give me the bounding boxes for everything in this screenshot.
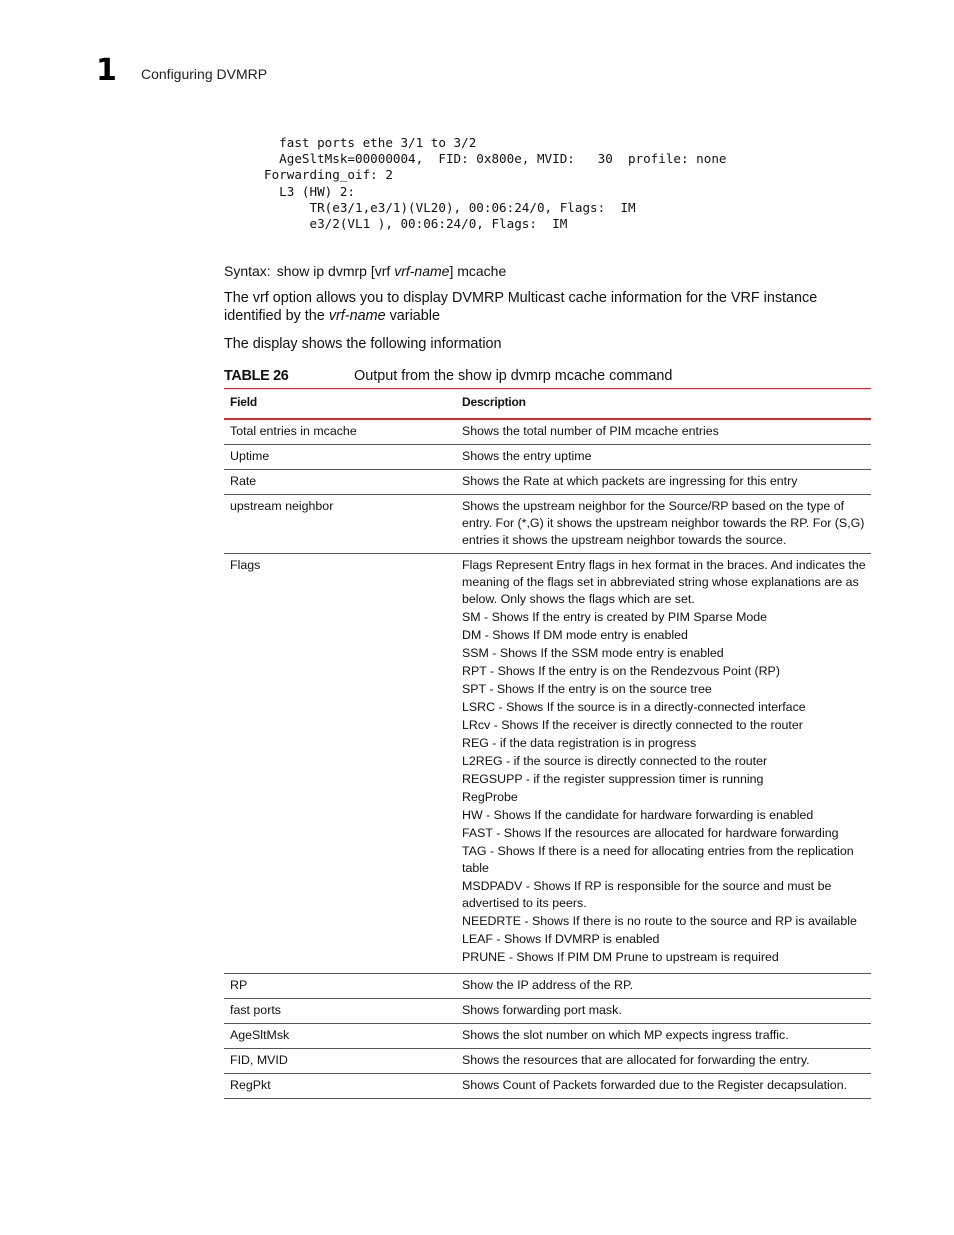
flag-item: NEEDRTE - Shows If there is no route to the source and RP is available	[462, 914, 857, 928]
flag-item: TAG - Shows If there is a need for allocating entries from the replication table	[462, 844, 854, 875]
caption-text-end: command	[605, 368, 673, 384]
table-label: TABLE 26	[224, 368, 289, 384]
flag-item: RPT - Shows If the entry is on the Rendezvous Point (RP)	[462, 664, 780, 678]
description-text: Shows the resources that are allocated for forwarding the entry.	[462, 1053, 810, 1067]
table-row	[224, 495, 871, 554]
syntax-lead: Syntax:	[224, 263, 271, 279]
description-text: Shows the slot number on which MP expects ingress traffic.	[462, 1028, 789, 1042]
code-line: e3/2(VL1 ), 00:06:24/0, Flags: IM	[264, 216, 568, 232]
header-field: Field	[230, 395, 258, 409]
flag-item: FAST - Shows If the resources are allocated for hardware forwarding	[462, 826, 839, 840]
paragraph-text-middle: option allows you to display DVMRP Multicast cache information for the VRF instance identified by the	[224, 290, 818, 324]
flag-item: RegProbe	[462, 790, 518, 804]
field-cell: Rate	[230, 474, 257, 488]
flag-item: L2REG - if the source is directly connected to the router	[462, 754, 768, 768]
field-cell: FID, MVID	[230, 1053, 288, 1067]
description-text: Shows the total number of PIM mcache entries	[462, 424, 719, 438]
paragraph-text-end: variable	[385, 308, 440, 324]
header-description: Description	[462, 395, 526, 409]
field-cell: RegPkt	[230, 1078, 271, 1092]
table-header-row	[224, 389, 871, 420]
description-cell	[456, 495, 871, 553]
flag-item: MSDPADV - Shows If RP is responsible for the source and must be advertised to its peers.	[462, 879, 832, 910]
description-cell	[456, 1049, 871, 1073]
paragraph-keyword: vrf	[252, 290, 269, 306]
flag-item: LRcv - Shows If the receiver is directly connected to the router	[462, 718, 803, 732]
flag-item: DM - Shows If DM mode entry is enabled	[462, 628, 688, 642]
output-fields-table	[224, 388, 871, 1099]
description-cell	[456, 974, 871, 998]
table-row	[224, 445, 871, 470]
chapter-number: 1	[96, 53, 117, 88]
field-cell: Uptime	[230, 449, 270, 463]
table-row	[224, 1049, 871, 1074]
caption-text-start: Output from the	[354, 368, 458, 384]
field-cell: RP	[230, 978, 248, 992]
paragraph-text-start: The	[224, 290, 253, 306]
table-row	[224, 999, 871, 1024]
table-row	[224, 420, 871, 445]
description-paragraph	[224, 289, 844, 325]
flag-item: LEAF - Shows If DVMRP is enabled	[462, 932, 660, 946]
chapter-title: Configuring DVMRP	[141, 66, 268, 82]
code-line: AgeSltMsk=00000004, FID: 0x800e, MVID: 30 profile: none	[264, 151, 727, 167]
description-text: Flags Represent Entry flags in hex format in the braces. And indicates the meaning of the flags set in abbreviated string whose explanations are as below. Only shows the flags which are set.	[462, 558, 866, 606]
field-cell: upstream neighbor	[230, 499, 334, 513]
flag-item: HW - Shows If the candidate for hardware forwarding is enabled	[462, 808, 814, 822]
description-cell	[456, 1024, 871, 1048]
description-cell	[456, 470, 871, 494]
table-row	[224, 1074, 871, 1099]
code-line: fast ports ethe 3/1 to 3/2	[264, 135, 477, 150]
flag-item: REG - if the data registration is in progress	[462, 736, 697, 750]
description-text: Show the IP address of the RP.	[462, 978, 634, 992]
syntax-keyword: vrf	[374, 263, 391, 279]
syntax-variable: vrf-name	[394, 263, 450, 279]
description-cell	[456, 554, 871, 973]
syntax-command-start: show ip dvmrp [	[276, 263, 375, 279]
code-line: TR(e3/1,e3/1)(VL20), 00:06:24/0, Flags: IM	[264, 199, 636, 215]
flag-item: REGSUPP - if the register suppression timer is running	[462, 772, 764, 786]
paragraph-variable: vrf-name	[328, 308, 386, 324]
syntax-command-end: ] mcache	[449, 263, 507, 279]
table-row	[224, 1024, 871, 1049]
field-cell: fast ports	[230, 1003, 281, 1017]
description-text: Shows the Rate at which packets are ingressing for this entry	[462, 474, 798, 488]
description-cell	[456, 1074, 871, 1098]
code-line: Forwarding_oif: 2	[264, 167, 393, 183]
description-cell	[456, 420, 871, 444]
field-cell: Flags	[230, 558, 261, 572]
description-text: Shows Count of Packets forwarded due to the Register decapsulation.	[462, 1078, 848, 1092]
table-caption-text	[354, 367, 672, 385]
code-sample	[264, 135, 727, 232]
table-row	[224, 974, 871, 999]
table-row	[224, 554, 871, 974]
description-cell	[456, 445, 871, 469]
flag-item: SSM - Shows If the SSM mode entry is enabled	[462, 646, 724, 660]
description-text: Shows forwarding port mask.	[462, 1003, 622, 1017]
code-line: L3 (HW) 2:	[264, 183, 355, 199]
field-cell: AgeSltMsk	[230, 1028, 290, 1042]
description-text: Shows the entry uptime	[462, 449, 592, 463]
field-cell: Total entries in mcache	[230, 424, 357, 438]
syntax-line	[224, 262, 506, 280]
flag-item: LSRC - Shows If the source is in a directly-connected interface	[462, 700, 806, 714]
flag-item: PRUNE - Shows If PIM DM Prune to upstream is required	[462, 950, 779, 964]
caption-command: show ip dvmrp mcache	[457, 368, 606, 384]
flag-item: SM - Shows If the entry is created by PIM Sparse Mode	[462, 610, 768, 624]
table-row	[224, 470, 871, 495]
description-cell	[456, 999, 871, 1023]
description-text: Shows the upstream neighbor for the Source/RP based on the type of entry. For (*,G) it shows the upstream neighbor towards the RP. For (S,G) entries it shows the upstream neighbor towards the source.	[462, 499, 865, 547]
intro-paragraph: The display shows the following information	[224, 336, 502, 352]
flag-item: SPT - Shows If the entry is on the source tree	[462, 682, 712, 696]
